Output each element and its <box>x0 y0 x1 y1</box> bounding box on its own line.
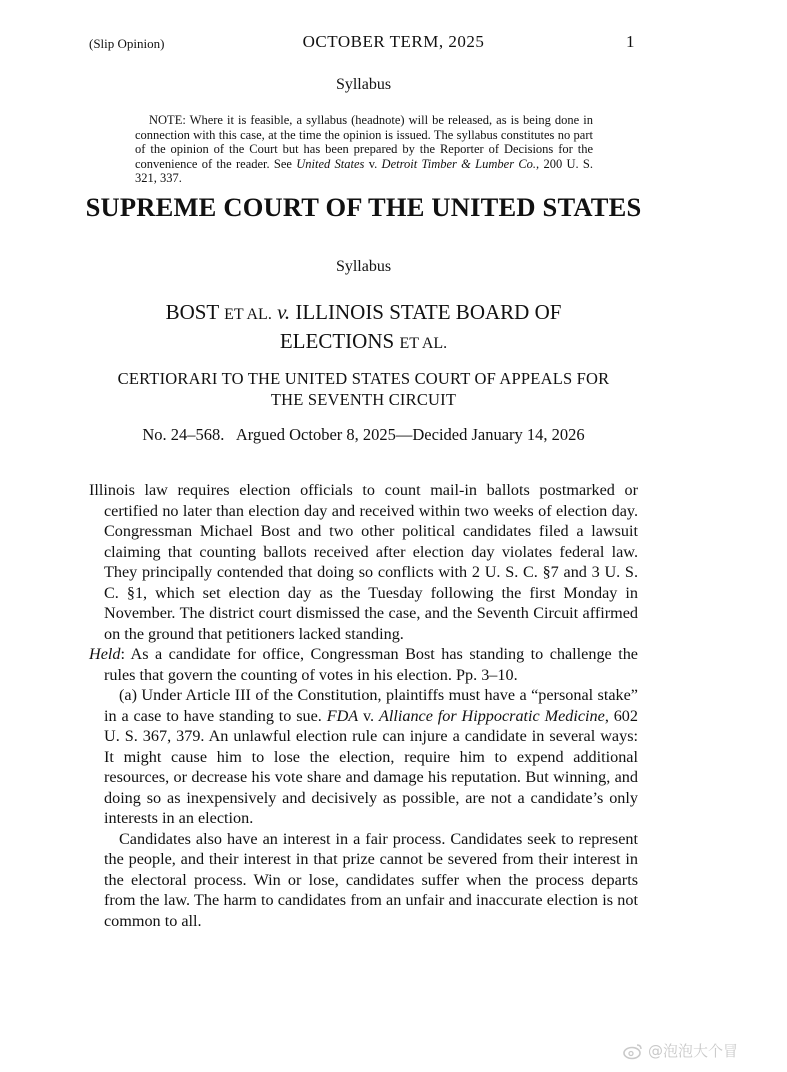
case-title: BOST ET AL. v. ILLINOIS STATE BOARD OF ELECTIONS ET AL. <box>165 300 562 353</box>
page-number: 1 <box>626 32 635 51</box>
held-paragraph: Held: As a candidate for office, Congressman Bost has standing to challenge the rules that govern the counting of votes in his election. Pp. 3–10. <box>89 645 638 684</box>
syllabus-label: Syllabus <box>335 258 392 275</box>
facts-paragraph: Illinois law requires election officials to count mail-in ballots postmarked or certified no later than election day and received within two weeks of election day. Congressman Michael Bost and two other political candidates filed a lawsuit claiming that counting ballots received after election day violates federal law. They principally contended that doing so conflicts with 2 U. S. C. §7 and 3 U. S. C. §1, which set election day as the Tuesday following the first Monday in November. The district court dismissed the case, and the Seventh Circuit affirmed on the ground that petitioners lacked standing. <box>89 481 638 643</box>
docket-line: No. 24–568. Argued October 8, 2025—Decided January 14, 2026 <box>142 425 585 444</box>
standing-paragraph-a: (a) Under Article III of the Constitution, plaintiffs must have a “personal stake” in a case to have standing to sue. FDA v. Alliance for Hippocratic Medicine, 602 U. S. 367, 379. An unlawful election rule can injure a candidate in several ways: It might cause him to lose the election, require him to expend additional resources, or decrease his vote share and damage his reputation. But winning, and doing so as inexpensively and decisively as possible, are not a candidate’s only interests in an election. <box>104 686 638 827</box>
syllabus-top-label: Syllabus <box>335 76 392 93</box>
headnote-note: NOTE: Where it is feasible, a syllabus (headnote) will be released, as is being done in connection with this case, at the time the opinion is issued. The syllabus constitutes no part of the opinion of the Court but has been prepared by the Reporter of Decisions for the convenience of the reader. See United States v. Detroit Timber & Lumber Co., 200 U. S. 321, 337. <box>135 113 593 186</box>
watermark-text: @泡泡大个冒 <box>648 1042 739 1060</box>
slip-opinion-label: (Slip Opinion) <box>89 36 165 51</box>
fair-process-paragraph: Candidates also have an interest in a fair process. Candidates seek to represent the people, and their interest in that prize cannot be severed from their interest in the electoral process. Win or lose, candidates suffer when the process departs from the law. The harm to candidates from an unfair and inaccurate election is not common to all. <box>104 829 638 930</box>
certiorari-heading: CERTIORARI TO THE UNITED STATES COURT OF APPEALS FOR THE SEVENTH CIRCUIT <box>117 369 610 409</box>
watermark <box>622 1040 738 1061</box>
weibo-icon <box>622 1042 644 1060</box>
court-name: SUPREME COURT OF THE UNITED STATES <box>85 192 642 222</box>
term-heading: OCTOBER TERM, 2025 <box>302 32 485 51</box>
syllabus-body <box>89 480 638 931</box>
